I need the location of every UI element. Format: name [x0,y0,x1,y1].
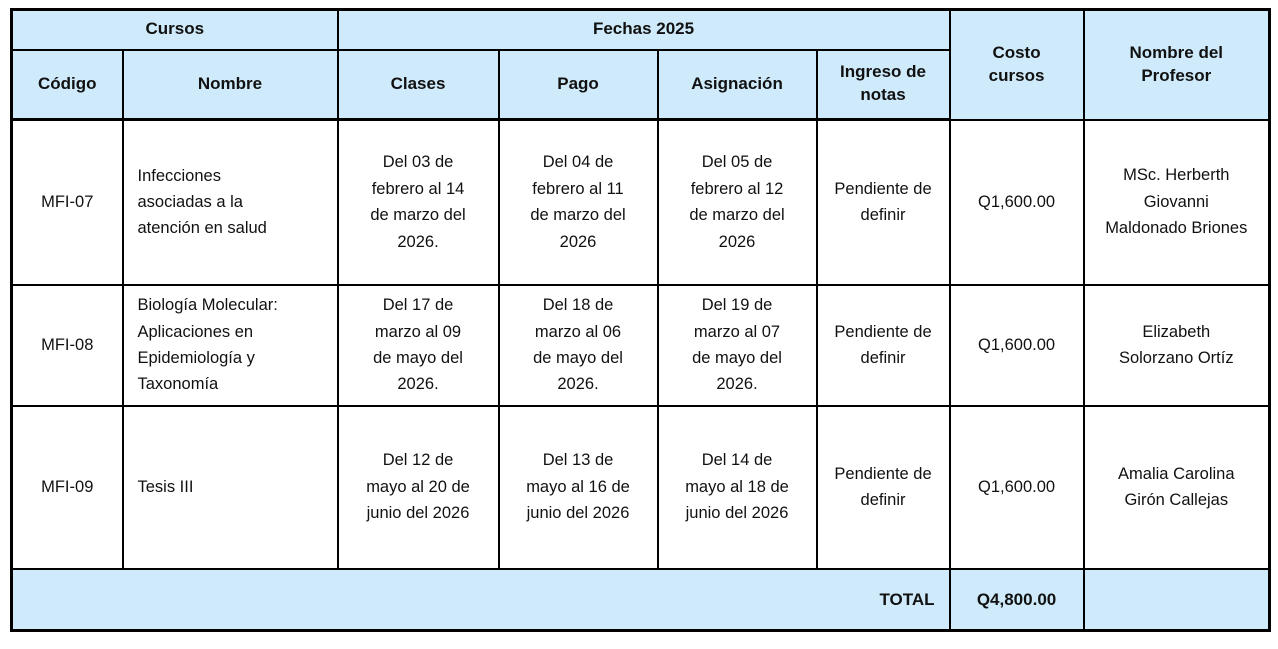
header-cell-ingreso-notas: Ingreso de notas [817,50,950,120]
cell-ingreso-notas: Pendiente de definir [817,406,950,569]
header-cell-pago: Pago [499,50,658,120]
header-cell-costo-cursos: Costo cursos [950,10,1084,120]
header-cell-nombre-profesor: Nombre del Profesor [1084,10,1270,120]
cell-pago: Del 13 de mayo al 16 de junio del 2026 [499,406,658,569]
cell-ingreso-notas: Pendiente de definir [817,285,950,406]
course-row-mfi-07 [12,120,1270,285]
cell-pago: Del 04 de febrero al 11 de marzo del 2026 [499,120,658,285]
header-cell-clases: Clases [338,50,499,120]
cell-costo: Q1,600.00 [950,120,1084,285]
cell-clases: Del 17 de marzo al 09 de mayo del 2026. [338,285,499,406]
course-row-mfi-08 [12,285,1270,406]
cell-nombre: Infecciones asociadas a la atención en salud [123,120,338,285]
header-cell-cursos: Cursos [12,10,338,50]
cell-clases: Del 12 de mayo al 20 de junio del 2026 [338,406,499,569]
cell-clases: Del 03 de febrero al 14 de marzo del 2026. [338,120,499,285]
total-amount: Q4,800.00 [950,569,1084,631]
total-empty-cell [1084,569,1270,631]
cell-asignacion: Del 05 de febrero al 12 de marzo del 2026 [658,120,817,285]
cell-nombre: Tesis III [123,406,338,569]
course-row-mfi-09 [12,406,1270,569]
cell-pago: Del 18 de marzo al 06 de mayo del 2026. [499,285,658,406]
cell-costo: Q1,600.00 [950,406,1084,569]
cell-asignacion: Del 14 de mayo al 18 de junio del 2026 [658,406,817,569]
cell-codigo: MFI-08 [12,285,123,406]
header-cell-nombre: Nombre [123,50,338,120]
cell-profesor: Elizabeth Solorzano Ortíz [1084,285,1270,406]
cell-costo: Q1,600.00 [950,285,1084,406]
header-cell-fechas-2025: Fechas 2025 [338,10,950,50]
cell-profesor: MSc. Herberth Giovanni Maldonado Briones [1084,120,1270,285]
total-label: TOTAL [12,569,950,631]
header-cell-codigo: Código [12,50,123,120]
cell-codigo: MFI-07 [12,120,123,285]
cell-codigo: MFI-09 [12,406,123,569]
cell-ingreso-notas: Pendiente de definir [817,120,950,285]
cell-asignacion: Del 19 de marzo al 07 de mayo del 2026. [658,285,817,406]
course-schedule-table [10,8,1271,632]
total-row [12,569,1270,631]
header-group-row [12,10,1270,50]
header-cell-asignacion: Asignación [658,50,817,120]
cell-nombre: Biología Molecular: Aplicaciones en Epidemiología y Taxonomía [123,285,338,406]
cell-profesor: Amalia Carolina Girón Callejas [1084,406,1270,569]
